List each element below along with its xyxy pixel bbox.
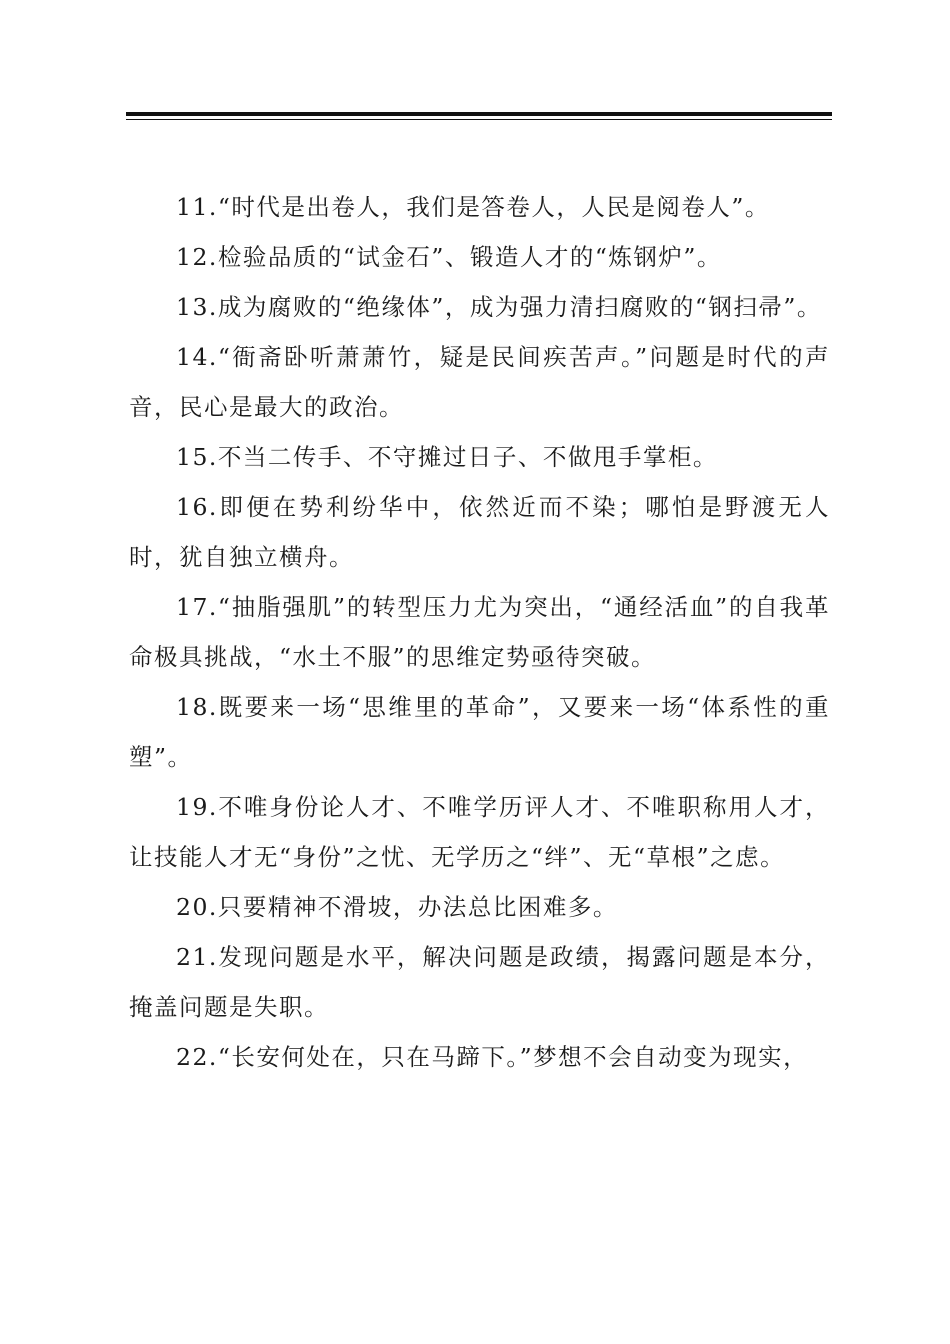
paragraph-20: 20.只要精神不滑坡，办法总比困难多。 [176,893,618,921]
paragraph-18: 18.既要来一场“思维里的革命”，又要来一场“体系性的重塑”。 [129,693,830,771]
header-rule-thin [126,119,832,120]
paragraph-11: 11.“时代是出卷人，我们是答卷人，人民是阅卷人”。 [176,193,770,221]
paragraph-17: 17.“抽脂强肌”的转型压力尤为突出，“通经活血”的自我革命极具挑战，“水土不服”的思维定势亟待突破。 [129,593,830,671]
paragraph-14: 14.“衙斋卧听萧萧竹，疑是民间疾苦声。”问题是时代的声音，民心是最大的政治。 [129,343,830,421]
header-rule-thick [126,112,832,116]
paragraph-12: 12.检验品质的“试金石”、锻造人才的“炼钢炉”。 [176,243,722,271]
paragraph-15: 15.不当二传手、不守摊过日子、不做甩手掌柜。 [176,443,718,471]
paragraph-22: 22.“长安何处在，只在马蹄下。”梦想不会自动变为现实， [176,1043,809,1071]
document-body [129,182,830,1082]
paragraph-21: 21.发现问题是水平，解决问题是政绩，揭露问题是本分，掩盖问题是失职。 [129,943,830,1021]
paragraph-16: 16.即便在势利纷华中，依然近而不染；哪怕是野渡无人时，犹自独立横舟。 [129,493,830,571]
paragraph-19: 19.不唯身份论人才、不唯学历评人才、不唯职称用人才，让技能人才无“身份”之忧、无学历之“绊”、无“草根”之虑。 [129,793,830,871]
paragraph-13: 13.成为腐败的“绝缘体”，成为强力清扫腐败的“钢扫帚”。 [176,293,822,321]
